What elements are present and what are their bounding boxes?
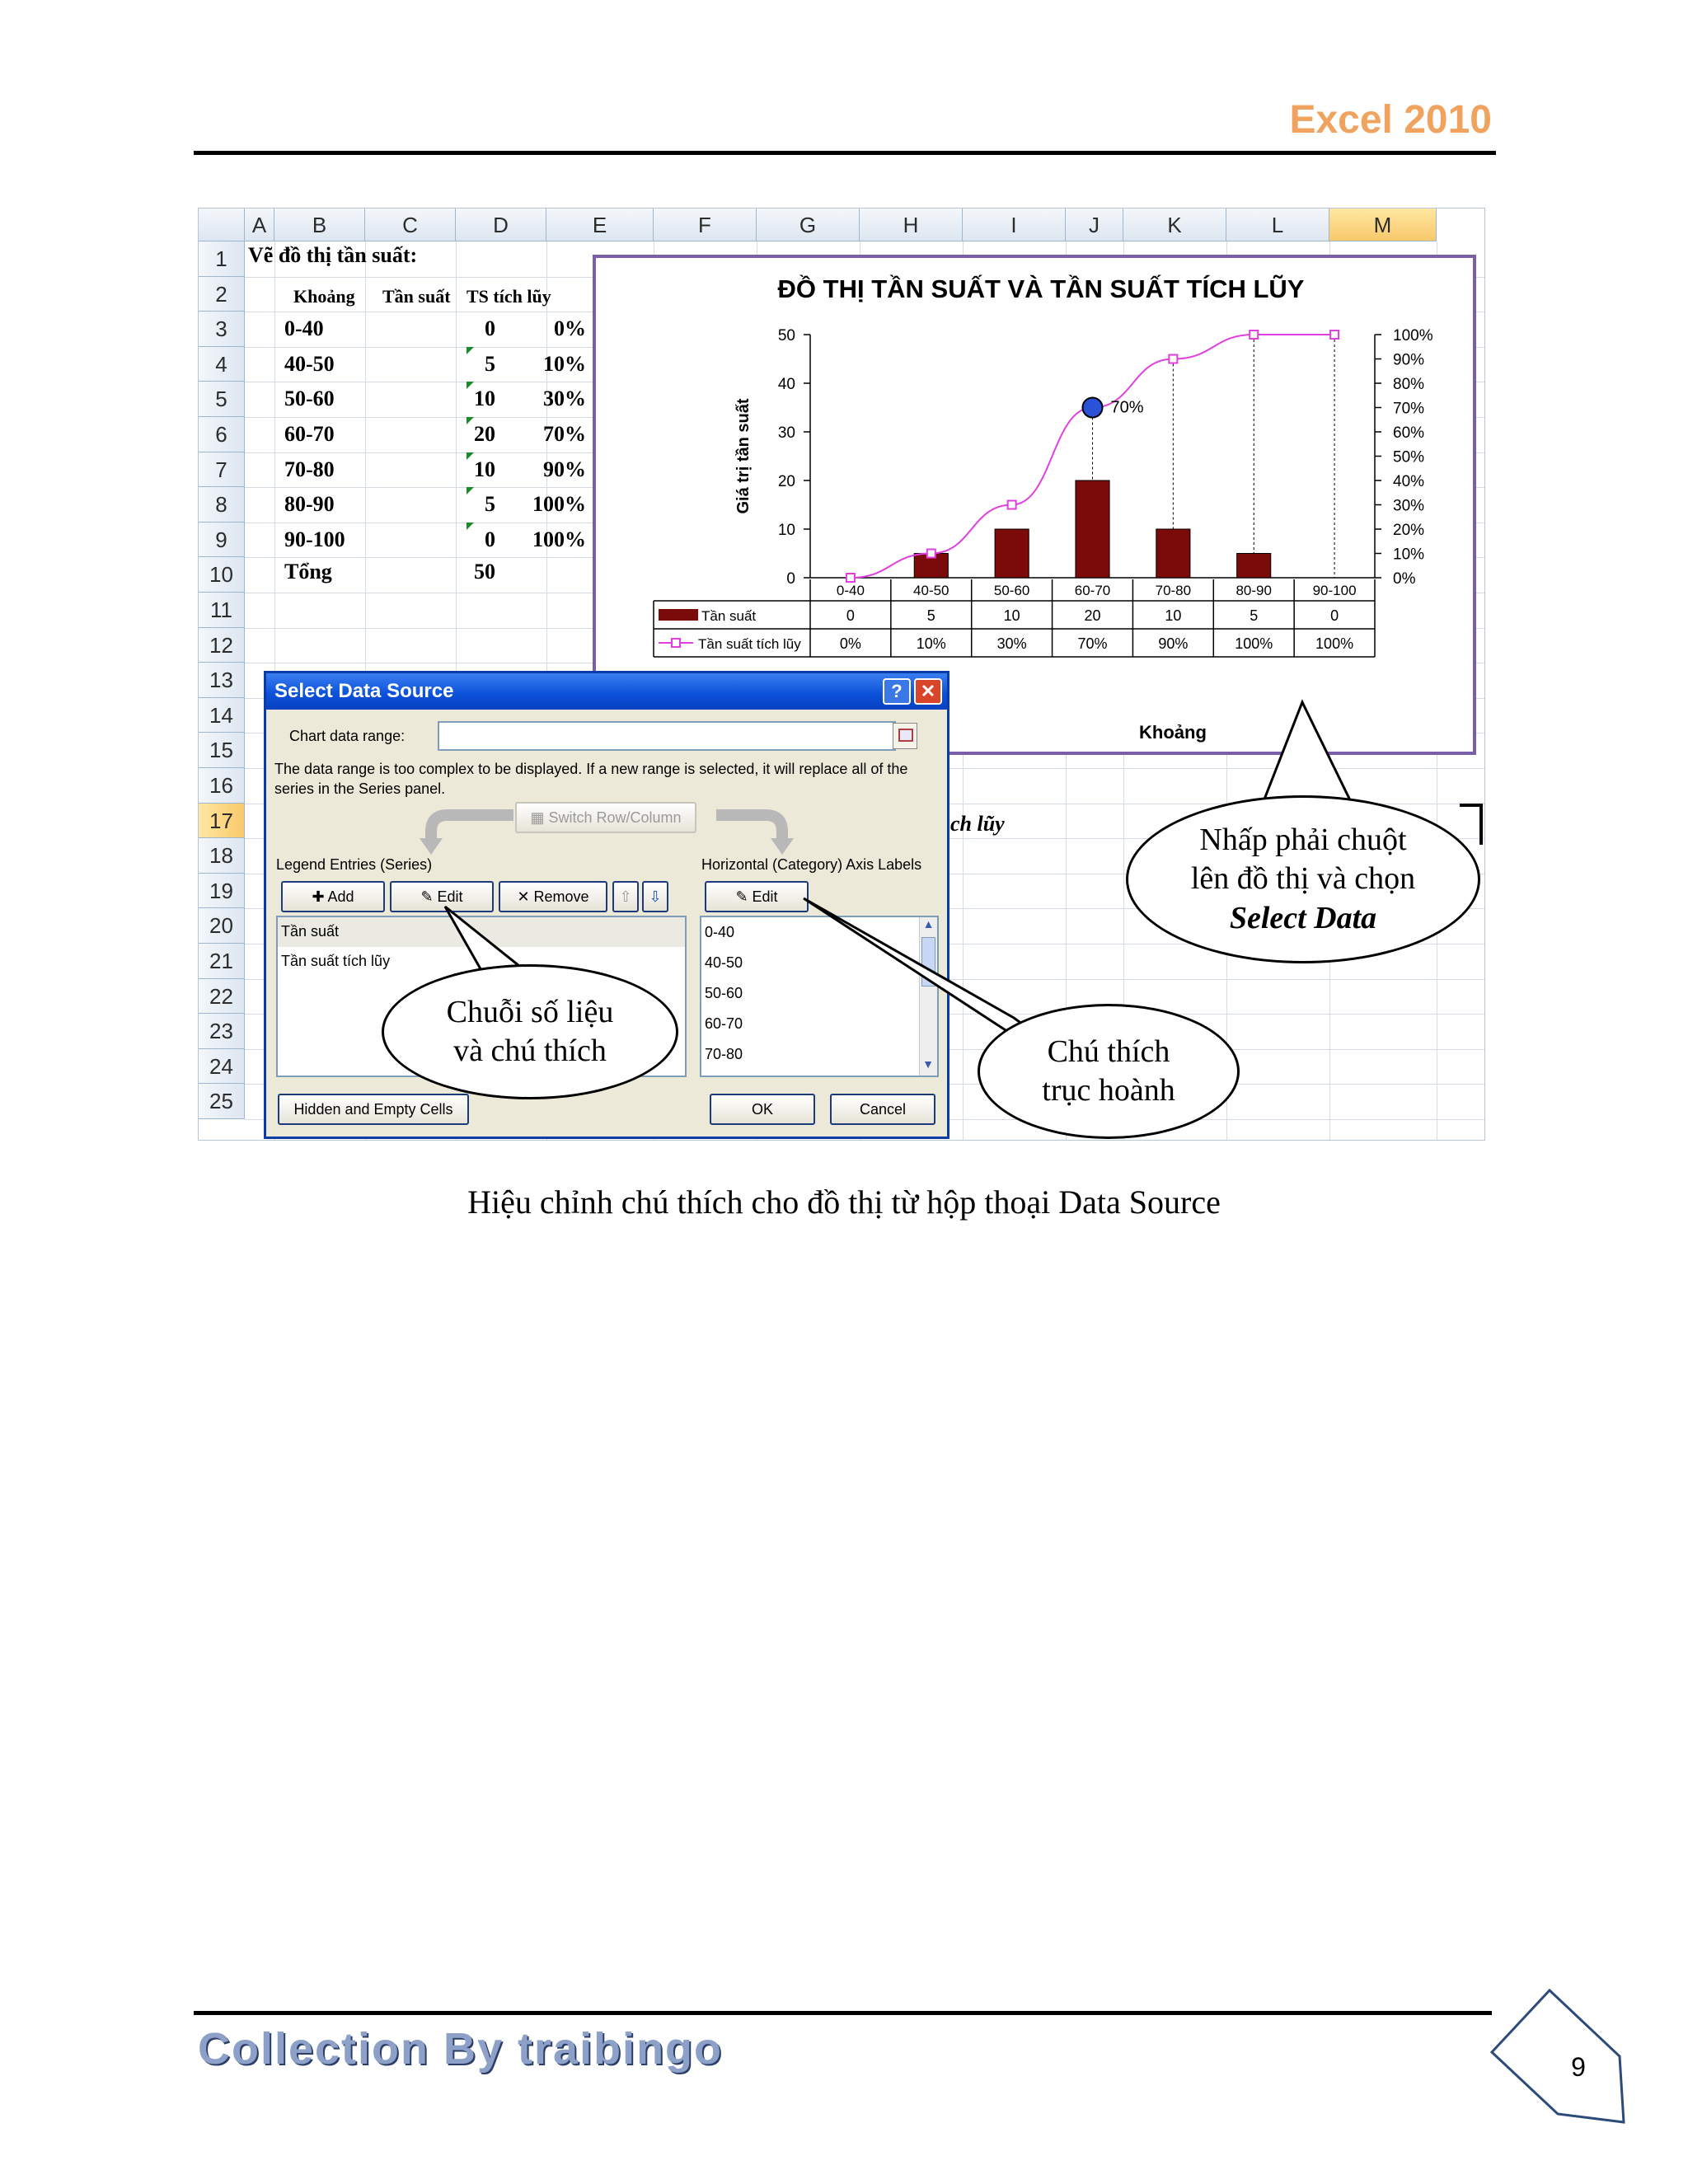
axis-label-item[interactable]: 60-70 [705, 1015, 743, 1032]
row-header[interactable]: 8 [199, 487, 245, 523]
table-value-tan-suat: 10 [1003, 607, 1020, 624]
axis-labels-label: Horizontal (Category) Axis Labels [701, 856, 922, 873]
remove-series-button[interactable]: ✕ Remove [499, 881, 607, 912]
cell-tan-suat: 0 [485, 316, 495, 341]
switch-row-column-button[interactable]: ▦ Switch Row/Column [515, 802, 696, 833]
legend-entries-label: Legend Entries (Series) [276, 856, 433, 873]
column-header[interactable]: M [1329, 209, 1437, 241]
header-khoang: Khoảng [293, 286, 355, 307]
row-header[interactable]: 18 [199, 838, 245, 874]
remove-icon: ✕ [517, 888, 534, 905]
header-tan-suat: Tần suất [382, 286, 451, 307]
cell-tan-suat: 10 [474, 387, 495, 411]
cell-ts-tich-luy: 30% [543, 387, 586, 411]
header-ts-tich-luy: TS tích lũy [467, 286, 551, 307]
callout-axis: Chú thích trục hoành [978, 1004, 1240, 1139]
edit-axis-labels-button[interactable]: ✎ Edit [705, 881, 809, 912]
cell-ts-tich-luy: 100% [532, 527, 586, 551]
x-tick-label: 70-80 [1155, 583, 1192, 598]
cell-khoang: 80-90 [284, 492, 335, 517]
y-tick-label: 20 [777, 473, 795, 490]
cell-khoang: 70-80 [284, 457, 335, 481]
column-header[interactable]: L [1226, 209, 1329, 241]
row-header[interactable]: 10 [199, 557, 245, 593]
cell-ts-tich-luy: 10% [543, 351, 586, 376]
scroll-up-icon[interactable]: ▲ [922, 917, 935, 930]
x-tick-label: 50-60 [993, 583, 1030, 598]
close-button[interactable]: ✕ [914, 678, 942, 705]
x-tick-label: 60-70 [1074, 583, 1111, 598]
row-header[interactable]: 20 [199, 908, 245, 944]
cell-ts-tich-luy: 100% [532, 492, 586, 517]
edit-series-button[interactable]: ✎ Edit [390, 881, 494, 912]
hidden-empty-cells-button[interactable]: Hidden and Empty Cells [278, 1094, 469, 1125]
column-header[interactable]: D [456, 209, 546, 241]
callout-series: Chuỗi số liệu và chú thích [382, 964, 678, 1099]
y-tick-label: 40 [777, 376, 795, 393]
y2-tick-label: 100% [1393, 327, 1433, 344]
table-value-tan-suat: 5 [1250, 607, 1259, 624]
cell-ts-tich-luy: 70% [543, 422, 586, 446]
add-icon: ✚ [312, 888, 328, 905]
edit-icon: ✎ [735, 888, 753, 905]
chart-title: ĐỒ THỊ TẦN SUẤT VÀ TẦN SUẤT TÍCH LŨY [777, 274, 1305, 303]
switch-icon: ▦ [530, 809, 549, 826]
y2-tick-label: 40% [1393, 473, 1425, 490]
column-header[interactable]: J [1066, 209, 1123, 241]
arrow-up-icon: ⇧ [619, 888, 632, 905]
cell-ts-tich-luy: 90% [543, 457, 586, 481]
row-header[interactable]: 25 [199, 1084, 245, 1119]
column-header[interactable]: C [365, 209, 456, 241]
document-header-title: Excel 2010 [1289, 98, 1492, 142]
table-value-tan-suat-tich-luy: 30% [996, 635, 1027, 652]
row-header[interactable]: 12 [199, 628, 245, 663]
legend-label: Tần suất [701, 608, 757, 624]
table-value-tan-suat: 5 [926, 607, 935, 624]
y-tick-label: 30 [777, 424, 795, 442]
x-axis-label: Khoảng [1139, 722, 1207, 743]
axis-label-item[interactable]: 70-80 [705, 1046, 743, 1062]
cancel-button[interactable]: Cancel [830, 1094, 935, 1125]
table-value-tan-suat-tich-luy: 100% [1235, 635, 1273, 652]
total-value: 50 [474, 560, 495, 583]
series-item[interactable]: Tần suất tích lũy [281, 953, 391, 969]
row-header[interactable]: 15 [199, 733, 245, 768]
series-item[interactable]: Tần suất [278, 917, 685, 947]
row-header[interactable]: 4 [199, 347, 245, 382]
column-header[interactable]: E [546, 209, 654, 241]
y2-tick-label: 50% [1393, 448, 1425, 466]
row-header[interactable]: 5 [199, 382, 245, 417]
arrow-down-icon: ⇩ [649, 888, 662, 905]
column-header[interactable]: A [245, 209, 274, 241]
row-header[interactable]: 22 [199, 979, 245, 1015]
row-header[interactable]: 2 [199, 277, 245, 312]
x-tick-label: 40-50 [913, 583, 950, 598]
chart-range-label: Chart data range: [289, 728, 406, 744]
sheet-title-cell: Vẽ đồ thị tần suất: [248, 243, 418, 267]
x-tick-label: 90-100 [1312, 583, 1357, 598]
callout-select-data: Nhấp phải chuột lên đồ thị và chọn Select Data [1126, 795, 1480, 963]
table-value-tan-suat-tich-luy: 70% [1077, 635, 1108, 652]
row-header[interactable]: 21 [199, 944, 245, 979]
x-tick-label: 80-90 [1236, 583, 1272, 598]
y2-tick-label: 60% [1393, 424, 1425, 442]
y-tick-label: 0 [786, 570, 795, 588]
row-header[interactable]: 1 [199, 241, 245, 277]
table-value-tan-suat: 0 [1330, 607, 1339, 624]
y2-tick-label: 20% [1393, 522, 1425, 539]
table-value-tan-suat-tich-luy: 90% [1158, 635, 1189, 652]
y2-tick-label: 80% [1393, 376, 1425, 393]
row-header[interactable]: 13 [199, 663, 245, 698]
y-tick-label: 50 [777, 327, 795, 344]
footer-text: Collection By traibingo [198, 2024, 724, 2074]
cell-tan-suat: 5 [485, 492, 495, 517]
row-header[interactable]: 6 [199, 417, 245, 452]
cell-tan-suat: 0 [485, 527, 495, 551]
row-header[interactable]: 14 [199, 698, 245, 733]
cell-ts-tich-luy: 0% [554, 316, 586, 341]
scroll-down-icon[interactable]: ▼ [922, 1057, 934, 1071]
dialog-title: Select Data Source [266, 673, 947, 710]
cell-khoang: 60-70 [284, 422, 335, 446]
row-header[interactable]: 23 [199, 1014, 245, 1049]
table-value-tan-suat-tich-luy: 10% [916, 635, 946, 652]
column-header[interactable]: G [757, 209, 860, 241]
row-header[interactable]: 7 [199, 452, 245, 488]
legend-label: Tần suất tích lũy [698, 636, 801, 652]
table-value-tan-suat-tich-luy: 0% [839, 635, 861, 652]
axis-label-item[interactable]: 50-60 [705, 985, 743, 1001]
ok-button[interactable]: OK [710, 1094, 815, 1125]
y2-tick-label: 90% [1393, 351, 1425, 369]
cell-khoang: 50-60 [284, 387, 335, 411]
cell-khoang: 40-50 [284, 351, 335, 376]
row-header[interactable]: 17 [199, 804, 245, 839]
y-tick-label: 10 [777, 522, 795, 539]
total-label: Tổng [284, 560, 332, 583]
figure-caption: Hiệu chỉnh chú thích cho đồ thị từ hộp thoại Data Source [467, 1183, 1221, 1221]
cell-khoang: 0-40 [284, 316, 324, 341]
footer-rule [194, 2011, 1492, 2015]
row-header[interactable]: 11 [199, 593, 245, 628]
table-value-tan-suat: 10 [1165, 607, 1182, 624]
column-header[interactable]: F [654, 209, 757, 241]
partial-cell-text: ch lũy [950, 812, 1005, 836]
x-tick-label: 0-40 [836, 583, 865, 598]
column-header[interactable]: B [274, 209, 365, 241]
row-header[interactable]: 19 [199, 874, 245, 909]
column-header[interactable]: H [860, 209, 963, 241]
data-label-annotation: 70% [1110, 398, 1144, 417]
axis-label-item[interactable]: 0-40 [705, 924, 735, 940]
dialog-info-text: The data range is too complex to be displayed. If a new range is selected, it will replace all of the series in the Series panel. [274, 761, 908, 797]
cell-tan-suat: 10 [474, 457, 495, 481]
page-number: 9 [1571, 2052, 1586, 2082]
y2-tick-label: 10% [1393, 546, 1425, 564]
row-header[interactable]: 24 [199, 1049, 245, 1085]
y2-tick-label: 70% [1393, 400, 1425, 418]
table-value-tan-suat-tich-luy: 100% [1315, 635, 1354, 652]
add-series-button[interactable]: ✚ Add [281, 881, 385, 912]
cell-tan-suat: 20 [474, 422, 495, 446]
table-value-tan-suat: 20 [1084, 607, 1101, 624]
y2-tick-label: 30% [1393, 497, 1425, 515]
column-header[interactable]: K [1123, 209, 1226, 241]
cell-tan-suat: 5 [485, 351, 495, 376]
row-header[interactable]: 16 [199, 768, 245, 804]
table-value-tan-suat: 0 [846, 607, 855, 624]
y2-tick-label: 0% [1393, 570, 1416, 588]
column-header[interactable]: I [963, 209, 1066, 241]
cell-khoang: 90-100 [284, 527, 345, 551]
row-header[interactable]: 9 [199, 523, 245, 558]
row-header[interactable]: 3 [199, 312, 245, 347]
edit-icon: ✎ [420, 888, 438, 905]
y-axis-label: Giá trị tần suất [734, 398, 753, 514]
help-button[interactable]: ? [883, 678, 911, 705]
axis-label-item[interactable]: 40-50 [705, 954, 743, 971]
